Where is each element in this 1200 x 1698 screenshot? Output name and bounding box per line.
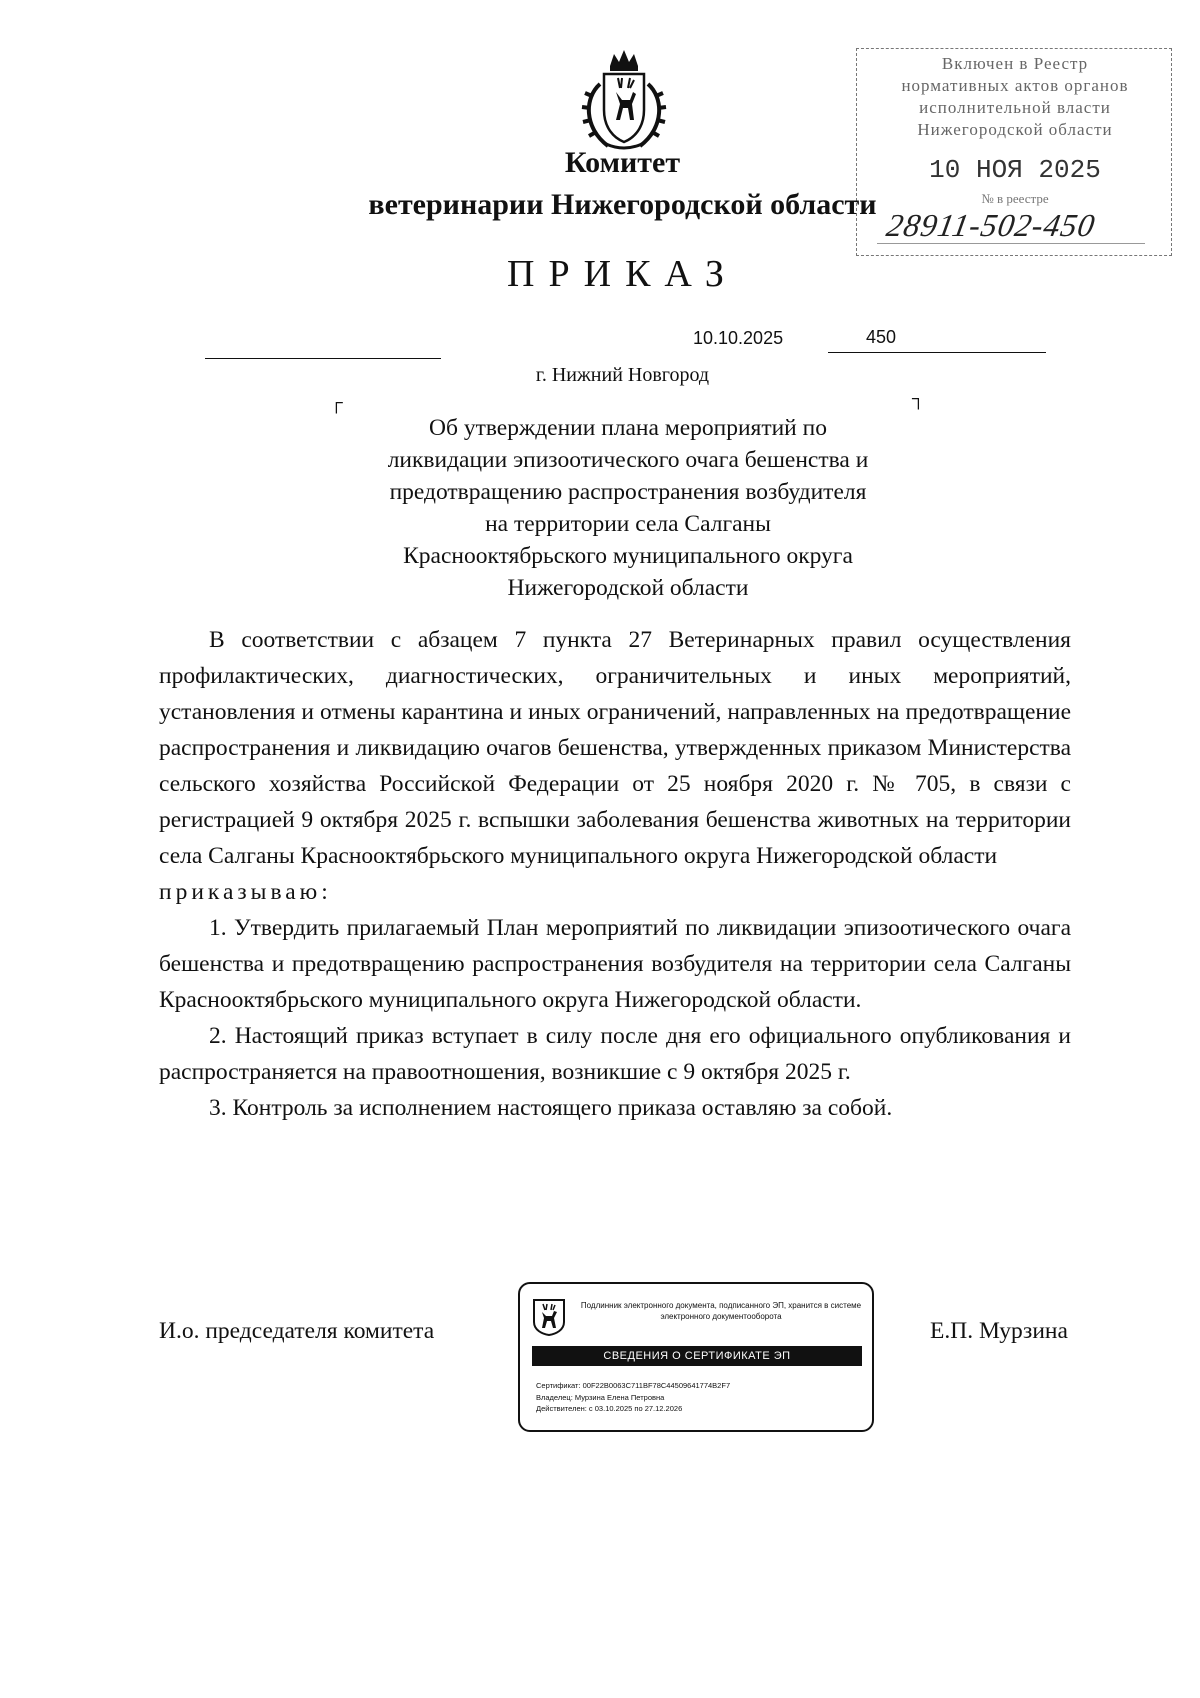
document-type: ПРИКАЗ — [507, 253, 738, 295]
registry-number-label: № в реестре — [981, 191, 1049, 206]
document-date: 10.10.2025 — [693, 328, 784, 348]
order-item-3: 3. Контроль за исполнением настоящего приказа оставляю за собой. — [209, 1095, 893, 1121]
e-signature-stamp — [518, 1282, 874, 1432]
certificate-validity: Действителен: с 03.10.2025 по 27.12.2026 — [536, 1404, 683, 1413]
document-body — [159, 622, 1071, 1126]
order-item-1: 1. Утвердить прилагаемый План мероприятий по ликвидации эпизоотического очага бешенства и предотвращению распространения возбудителя на территории села Салганы Краснооктябрьского муниципального округа Нижегородской области. — [159, 915, 1071, 1013]
e-signature-note: Подлинник электронного документа, подписанного ЭП, хранится в системе электронного документооборота — [580, 1301, 862, 1321]
title-corner-right: ┐ — [912, 388, 925, 408]
registry-stamp-divider — [877, 243, 1145, 244]
signatory-name: Е.П. Мурзина — [930, 1318, 1068, 1344]
order-word: приказываю: — [159, 879, 332, 905]
signatory-role: И.о. председателя комитета — [159, 1318, 435, 1344]
e-signature-details — [536, 1380, 730, 1415]
date-underline-left — [205, 358, 441, 359]
number-underline — [828, 352, 1046, 353]
document-number: 450 — [866, 327, 897, 347]
registry-stamp-date: 10 НОЯ 2025 — [929, 155, 1101, 185]
preamble-paragraph: В соответствии с абзацем 7 пункта 27 Ветеринарных правил осуществления профилактических, диагностических, ограничительных и иных мероприятий, установления и отмены карантина и иных ограничений, направленных на предотвращение распространения и ликвидацию очагов бешенства, утвержденных приказом Министерства сельского хозяйства Российской Федерации от 25 ноября 2020 г. № 705, в связи с регистрацией 9 октября 2025 г. вспышки заболевания бешенства животных на территории села Салганы Краснооктябрьского муниципального округа Нижегородской области — [159, 627, 1071, 869]
document-city: г. Нижний Новгород — [535, 364, 710, 386]
certificate-id: Сертификат: 00F22B0063C711BF78C44509641774B2F7 — [536, 1381, 731, 1390]
certificate-owner: Владелец: Мурзина Елена Петровна — [536, 1392, 665, 1402]
org-name-line1: Комитет — [564, 146, 681, 179]
deer-emblem-icon — [532, 1298, 566, 1336]
document-title: Об утверждении плана мероприятий по ликвидации эпизоотического очага бешенства и предотвращению распространения возбудителя на территории села Салганы Краснооктябрьского муниципального округа Нижегородской области — [387, 415, 869, 601]
registry-number-handwritten: 28911-502-450 — [883, 207, 1099, 243]
e-signature-header: СВЕДЕНИЯ О СЕРТИФИКАТЕ ЭП — [532, 1346, 862, 1366]
order-item-2: 2. Настоящий приказ вступает в силу после дня его официального опубликования и распространяется на правоотношения, возникшие с 9 октября 2025 г. — [159, 1023, 1071, 1085]
org-name-line2: ветеринарии Нижегородской области — [368, 188, 877, 221]
coat-of-arms-icon — [578, 48, 670, 154]
registry-stamp-text: Включен в Реестр нормативных актов органов исполнительной власти Нижегородской области — [901, 54, 1129, 139]
title-corner-left: ┌ — [330, 392, 343, 412]
